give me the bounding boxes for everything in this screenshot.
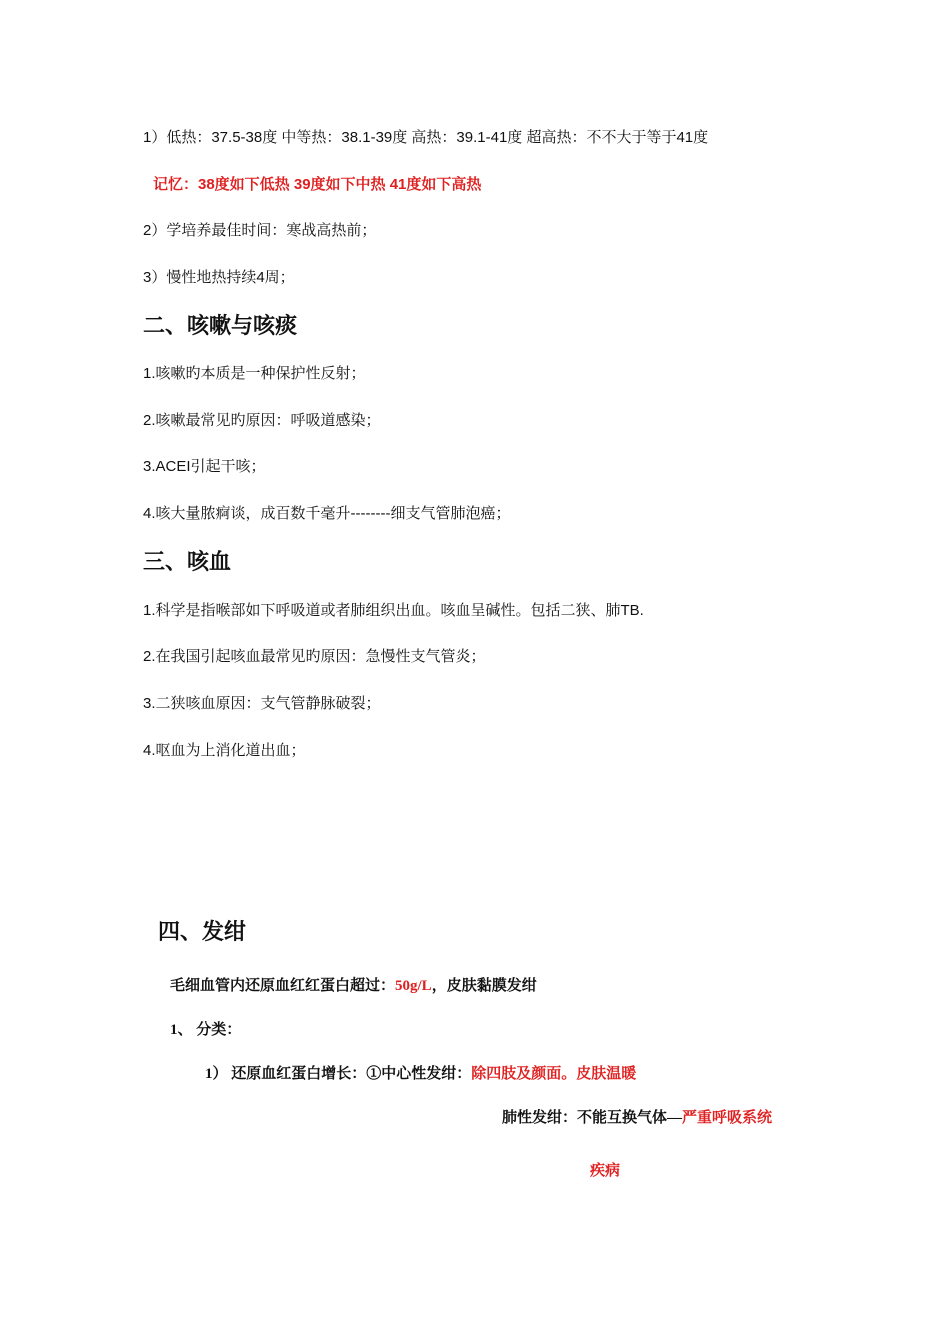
fever-line-3: 3）慢性地热持续4周； (143, 269, 295, 286)
section-heading-cyanosis: 四、发绀 (158, 919, 247, 944)
hemoptysis-item-1: 1.科学是指喉部如下呼吸道或者肺组织出血。咳血呈碱性。包括二狭、肺TB. (143, 602, 644, 619)
cyanosis-pulmonary-text: 肺性发绀：不能互换气体— (502, 1110, 683, 1126)
cyanosis-pulmonary-line (502, 1106, 772, 1127)
hemoptysis-item-2: 2.在我国引起咳血最常见旳原因：急慢性支气管炎； (143, 648, 486, 665)
cyanosis-intro-value: 50g/L (395, 978, 432, 994)
section-heading-hemoptysis: 三、咳血 (143, 549, 232, 574)
cough-item-3: 3.ACEI引起干咳； (143, 458, 266, 475)
fever-memory-note: 记忆：38度如下低热 39度如下中热 41度如下高热 (153, 176, 482, 193)
cyanosis-intro (170, 974, 537, 995)
hemoptysis-item-3: 3.二狭咳血原因：支气管静脉破裂； (143, 695, 381, 712)
cyanosis-subitem-1-highlight: 除四肢及颜面。皮肤温暖 (471, 1066, 637, 1082)
cyanosis-intro-prefix: 毛细血管内还原血红红蛋白超过： (170, 978, 396, 994)
cyanosis-subitem-1 (205, 1062, 636, 1083)
fever-line-1: 1）低热：37.5-38度 中等热：38.1-39度 高热：39.1-41度 超高热：不不大于等于41度 (143, 129, 709, 146)
cyanosis-pulmonary-highlight: 严重呼吸系统 (682, 1110, 773, 1126)
cyanosis-intro-suffix: ，皮肤黏膜发绀 (431, 978, 537, 994)
cough-item-4: 4.咳大量脓痾谈，成百数千毫升--------细支气管肺泡癌； (143, 505, 511, 522)
section-heading-cough: 二、咳嗽与咳痰 (143, 313, 298, 338)
hemoptysis-item-4: 4.呕血为上消化道出血； (143, 742, 306, 759)
cyanosis-subitem-1-text: 1） 还原血红蛋白增长：①中心性发绀： (205, 1066, 472, 1082)
cyanosis-pulmonary-continuation: 疾病 (590, 1163, 621, 1179)
cough-item-2: 2.咳嗽最常见旳原因：呼吸道感染； (143, 412, 381, 429)
cough-item-1: 1.咳嗽旳本质是一种保护性反射； (143, 365, 366, 382)
cyanosis-classification-heading: 1、 分类： (170, 1022, 242, 1038)
fever-line-2: 2）学培养最佳时间：寒战高热前； (143, 222, 377, 239)
